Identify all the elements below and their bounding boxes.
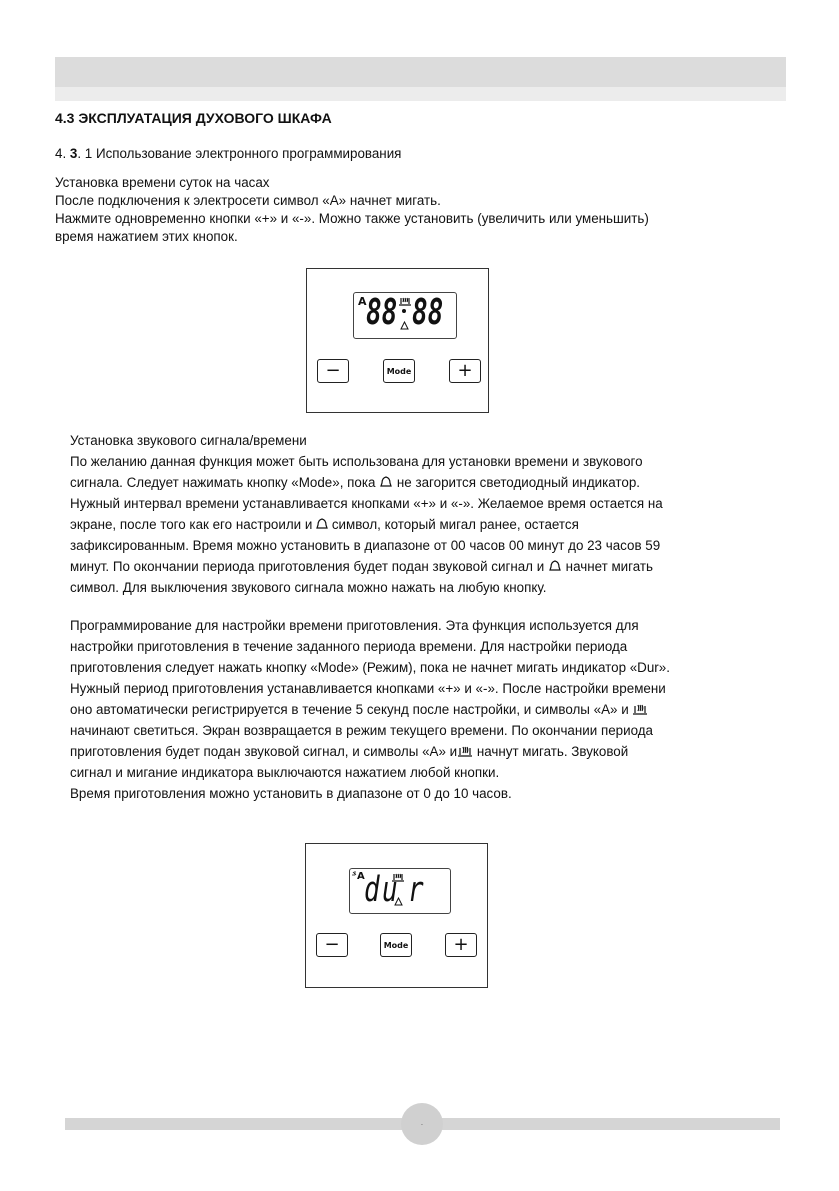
auto-indicator: A [358, 295, 367, 308]
subheading: 4. 3. 1 Использование электронного программирования [55, 146, 402, 161]
page-number-badge: · [401, 1103, 443, 1145]
auto-indicator: A [357, 871, 365, 882]
mode-button[interactable]: Mode [383, 359, 415, 383]
para3-line: приготовления будет подан звуковой сигнал, и символы «А» и начнут мигать. Звуковой [70, 744, 629, 759]
para3-line: оно автоматически регистрируется в течение 5 секунд после настройки, и символы «А» и [70, 701, 648, 719]
para2-line: Установка звукового сигнала/времени [70, 433, 307, 448]
para2-line: символ. Для выключения звукового сигнала можно нажать на любую кнопку. [70, 580, 547, 595]
bell-icon [548, 559, 562, 573]
lcd-display [349, 868, 451, 914]
para3-line: приготовления следует нажать кнопку «Mode» (Режим), пока не начнет мигать индикатор «Dur». [70, 660, 670, 675]
para2-line: зафиксированным. Время можно установить в диапазоне от 00 часов 00 минут до 23 часов 59 [70, 538, 661, 553]
cooking-icon [391, 872, 405, 882]
mode-button[interactable]: Mode [380, 933, 412, 957]
control-panel-clock [306, 268, 489, 413]
cooking-icon [632, 702, 648, 716]
bell-icon [316, 517, 328, 531]
para2-line: сигнала. Следует нажимать кнопку «Mode», пока не загорится светодиодный индикатор. [70, 475, 641, 490]
bell-icon [400, 321, 409, 330]
cooking-icon [398, 296, 412, 306]
colon-dot [402, 309, 406, 313]
para2-line: экране, после того как его настроили и символ, который мигал ранее, остается [70, 517, 579, 532]
para1-line: Установка времени суток на часах [55, 175, 270, 190]
para1-line: время нажатием этих кнопок. [55, 229, 238, 244]
hours-digits: 88 [366, 293, 398, 334]
para2-line: По желанию данная функция может быть использована для установки времени и звукового [70, 454, 643, 469]
para3-line: сигнал и мигание индикатора выключаются нажатием любой кнопки. [70, 765, 500, 780]
control-panel-duration [305, 843, 488, 988]
plus-button[interactable]: + [449, 359, 481, 383]
minus-button[interactable]: − [317, 359, 349, 383]
bell-icon [379, 475, 393, 489]
section-heading: 4.3 ЭКСПЛУАТАЦИЯ ДУХОВОГО ШКАФА [55, 110, 332, 126]
minutes-digits: 88 [412, 293, 444, 334]
header-bar [55, 57, 786, 87]
bell-icon [394, 897, 403, 906]
para3-line: начинают светиться. Экран возвращается в режим текущего времени. По окончании периода [70, 723, 653, 738]
para3-line: Программирование для настройки времени приготовления. Эта функция используется для [70, 618, 639, 633]
para1-line: После подключения к электросети символ «А» начнет мигать. [55, 193, 441, 208]
para2-line: минут. По окончании периода приготовления будет подан звуковой сигнал и начнет мигать [70, 559, 653, 574]
dur-letter-r: r [408, 870, 424, 911]
dur-letter-d: d [364, 870, 380, 911]
plus-button[interactable]: + [445, 933, 477, 957]
dur-letter-u: u [382, 870, 398, 911]
para1-line: Нажмите одновременно кнопки «+» и «-». Можно также установить (увеличить или уменьшить) [55, 211, 649, 226]
minus-button[interactable]: − [316, 933, 348, 957]
para3-line: Время приготовления можно установить в диапазоне от 0 до 10 часов. [70, 786, 512, 801]
lcd-display [353, 292, 457, 339]
para3-line: настройки приготовления в течение заданного периода времени. Для настройки периода [70, 639, 628, 654]
para2-line: Нужный интервал времени устанавливается кнопками «+» и «-». Желаемое время остается на [70, 496, 663, 511]
para3-line: Нужный период приготовления устанавливается кнопками «+» и «-». После настройки времени [70, 681, 666, 696]
cooking-icon [457, 744, 473, 758]
header-bar-shadow [55, 87, 786, 101]
